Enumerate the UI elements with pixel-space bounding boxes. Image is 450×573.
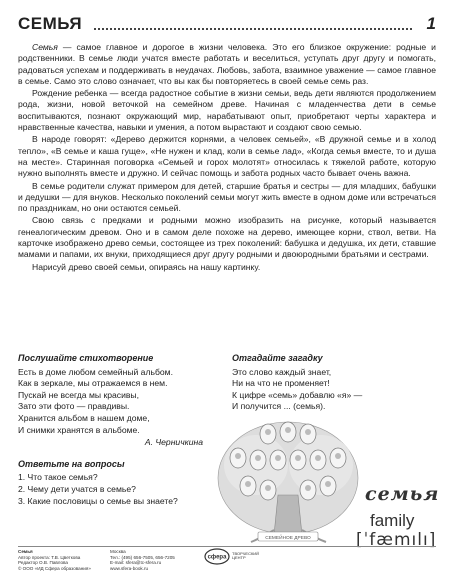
poem-line: Пускай не всегда мы красивы, xyxy=(18,389,139,400)
question-item: 2. Чему дети учатся в семье? xyxy=(18,483,136,494)
header-dotted-leader xyxy=(94,28,412,30)
family-tree-illustration xyxy=(216,420,361,548)
riddle-line: Ни на что не променяет! xyxy=(232,378,330,389)
question-item: 3. Какие пословицы о семье вы знаете? xyxy=(18,495,178,506)
poem-line: Как в зеркале, мы отражаемся в нем. xyxy=(18,378,168,389)
footer-contacts xyxy=(110,549,175,571)
footer-line: Москва xyxy=(110,549,126,554)
page-header xyxy=(18,14,436,36)
vocab-word-en: family xyxy=(370,511,415,530)
page-title: СЕМЬЯ xyxy=(18,14,83,33)
paragraph: Свою связь с предками и родными можно изобразить на рисунке, который называется генеалогическим древом. Оно и в самом деле похоже на дерево, имеющее корни, ствол, ветви. На карточке изображено древо семьи, состоящее из трех поколений: бабушка и дедушка, их дети, ставшие мамами и папами, их внуки, приходящиеся друг другу родными и двоюродными братьями и сестрами. xyxy=(18,215,436,260)
poem-and-questions xyxy=(18,353,223,507)
riddle-line: К цифре «семь» добавлю «я» — xyxy=(232,389,363,400)
footer-line: E-mail: sfera@tc-sfera.ru xyxy=(110,560,162,566)
paragraph: В семье родители служат примером для детей, старшие братья и сестры — для младших, бабушки и дедушки — для внуков. Несколько поколений семьи могут жить вместе в одном доме или встречаться по праздникам, но они остаются семьей. xyxy=(18,180,436,214)
poem-line: Зато эти фото — правдивы. xyxy=(18,401,130,412)
footer-credits xyxy=(18,549,91,571)
paragraph: Семья — самое главное и дорогое в жизни человека. Это его близкое окружение: родные и родственники. В семье люди учатся вместе работать и веселиться, уступать друг другу и помогать, радоваться успехам и поддерживать в неудачах. Любовь, забота, взаимное уважение — самое главное в семье. Само это слово означает, что вы как бы повторяетесь в своей семье семь раз. xyxy=(18,42,436,86)
vocab-word-ru: семья xyxy=(365,483,440,505)
logo-caption: ТВОРЧЕСКИЙ ЦЕНТР xyxy=(232,551,260,561)
poem-author: А. Черничкина xyxy=(144,437,203,448)
footer-title: Семья xyxy=(18,549,33,554)
footer-line: © ООО «ИД Сфера образования» xyxy=(18,565,91,571)
question-item: 1. Что такое семья? xyxy=(18,472,98,483)
footer-line: Автор проекта: Т.В. Цветкова xyxy=(18,554,81,560)
footer-line: www.sfera-book.ru xyxy=(110,565,149,571)
page-number: 1 xyxy=(426,14,436,33)
questions-heading: Ответьте на вопросы xyxy=(18,458,125,469)
poem-line: И снимки хранятся в альбоме. xyxy=(18,424,140,435)
paragraph: Рождение ребенка — всегда радостное событие в жизни семьи, ведь дети являются продолжением рода, жизни, новой веточкой на семейном древе. Начиная с младенчества дети в семье воспитываются, познают окружающий мир, нарабатывают опыт, приобретают черты характера и нравственные качества, навыки и умения, а потом вырастают и создают свою семью. xyxy=(18,88,436,133)
riddle-block xyxy=(232,353,437,413)
footer-line: Редактор О.В. Павлова xyxy=(18,560,68,566)
riddle-heading: Отгадайте загадку xyxy=(232,353,323,363)
footer-line: Тел.: (495) 656-7505, 656-7205 xyxy=(110,554,175,560)
riddle-line: Это слово каждый знает, xyxy=(232,366,332,377)
questions-block xyxy=(18,459,223,507)
vocab-transcription: [ˈfæmılı] xyxy=(356,530,437,550)
intro-text xyxy=(18,42,436,274)
paragraph: Нарисуй древо своей семьи, опираясь на нашу картинку. xyxy=(32,261,261,272)
poem-heading: Послушайте стихотворение xyxy=(18,353,154,363)
publisher-logo-icon xyxy=(204,548,230,565)
footer-divider xyxy=(18,546,436,547)
tree-banner-text: СЕМЕЙНОЕ ДРЕВО xyxy=(265,535,311,541)
logo-text: сфера xyxy=(207,554,227,561)
poem-line: Есть в доме любом семейный альбом. xyxy=(18,366,173,377)
paragraph: В народе говорят: «Дерево держится корнями, а человек семьей», «В дружной семье и в холод тепло», «В семье и каша гуще», «Не нужен и клад, коли в семье лад», «Когда семья вместе, то и душа на месте». Старинная поговорка «Семьей и горох молотят» относилась к тяжелой работе, которую нужно выполнять вместе и дружно. И сейчас помощь и забота родных часто бывает очень важна. xyxy=(18,134,436,179)
riddle-line: И получится ... (семья). xyxy=(232,401,326,412)
poem-line: Хранится альбом в нашем доме, xyxy=(18,412,150,423)
